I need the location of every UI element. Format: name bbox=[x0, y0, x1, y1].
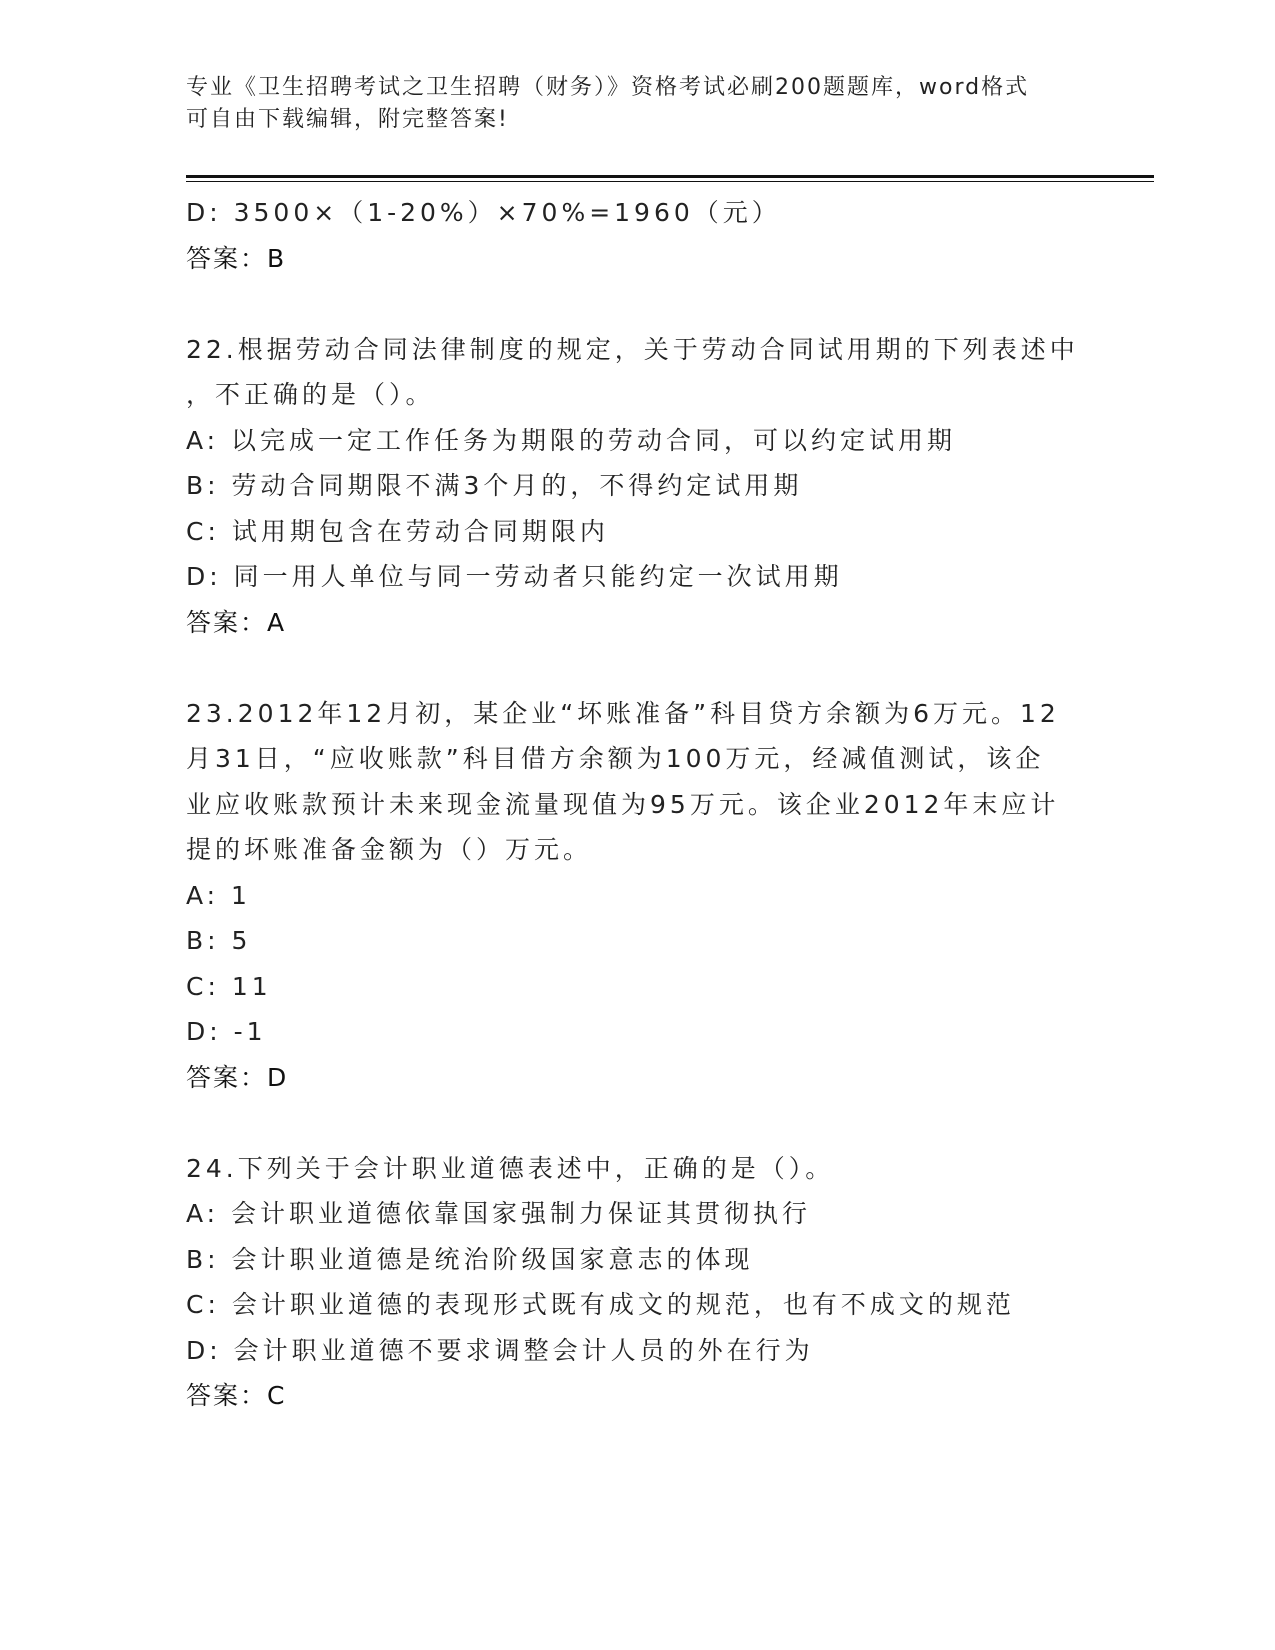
spacer bbox=[186, 281, 1086, 327]
option-c: C: 11 bbox=[186, 971, 272, 1001]
answer-line: 答案：D bbox=[186, 1062, 289, 1092]
question-stem: 月31日，“应收账款”科目借方余额为100万元，经减值测试，该企 bbox=[186, 744, 1045, 773]
spacer bbox=[186, 1100, 1086, 1146]
question-stem: 提的坏账准备金额为（）万元。 bbox=[186, 835, 593, 864]
header-title-line-2: 可自由下载编辑，附完整答案! bbox=[186, 107, 509, 132]
option-a: A: 会计职业道德依靠国家强制力保证其贯彻执行 bbox=[186, 1199, 812, 1228]
answer-line: 答案：C bbox=[186, 1381, 287, 1410]
header-title-line-1: 专业《卫生招聘考试之卫生招聘（财务）》资格考试必刷200题题库，word格式 bbox=[186, 75, 1030, 100]
page-header bbox=[186, 72, 1066, 136]
question-list bbox=[186, 190, 1086, 1419]
question-stem: ，不正确的是（）。 bbox=[186, 380, 435, 409]
answer-line: 答案：B bbox=[186, 243, 287, 273]
question-stem: 业应收账款预计未来现金流量现值为95万元。该企业2012年末应计 bbox=[186, 789, 1060, 819]
header-divider-thick bbox=[186, 175, 1154, 178]
question-24 bbox=[186, 1146, 1086, 1419]
question-stem: 24.下列关于会计职业道德表述中，正确的是（）。 bbox=[186, 1153, 835, 1183]
option-b: B: 5 bbox=[186, 926, 252, 955]
header-divider-thin bbox=[186, 181, 1154, 182]
spacer bbox=[186, 645, 1086, 691]
question-22 bbox=[186, 327, 1086, 646]
question-21-tail bbox=[186, 190, 1086, 281]
option-a: A: 以完成一定工作任务为期限的劳动合同，可以约定试用期 bbox=[186, 425, 957, 455]
answer-line: 答案：A bbox=[186, 607, 287, 637]
option-d: D: -1 bbox=[186, 1017, 267, 1046]
option-d: D: 3500×（1-20%）×70%=1960（元） bbox=[186, 198, 781, 227]
option-c: C: 试用期包含在劳动合同期限内 bbox=[186, 516, 609, 546]
option-d: D: 同一用人单位与同一劳动者只能约定一次试用期 bbox=[186, 562, 843, 591]
option-c: C: 会计职业道德的表现形式既有成文的规范，也有不成文的规范 bbox=[186, 1290, 1015, 1319]
option-b: B: 劳动合同期限不满3个月的，不得约定试用期 bbox=[186, 471, 803, 500]
question-23 bbox=[186, 691, 1086, 1101]
question-stem: 23.2012年12月初，某企业“坏账准备”科目贷方余额为6万元。12 bbox=[186, 698, 1060, 728]
question-stem: 22.根据劳动合同法律制度的规定，关于劳动合同试用期的下列表述中 bbox=[186, 334, 1079, 364]
option-d: D: 会计职业道德不要求调整会计人员的外在行为 bbox=[186, 1335, 814, 1365]
option-b: B: 会计职业道德是统治阶级国家意志的体现 bbox=[186, 1244, 754, 1274]
option-a: A: 1 bbox=[186, 880, 251, 910]
